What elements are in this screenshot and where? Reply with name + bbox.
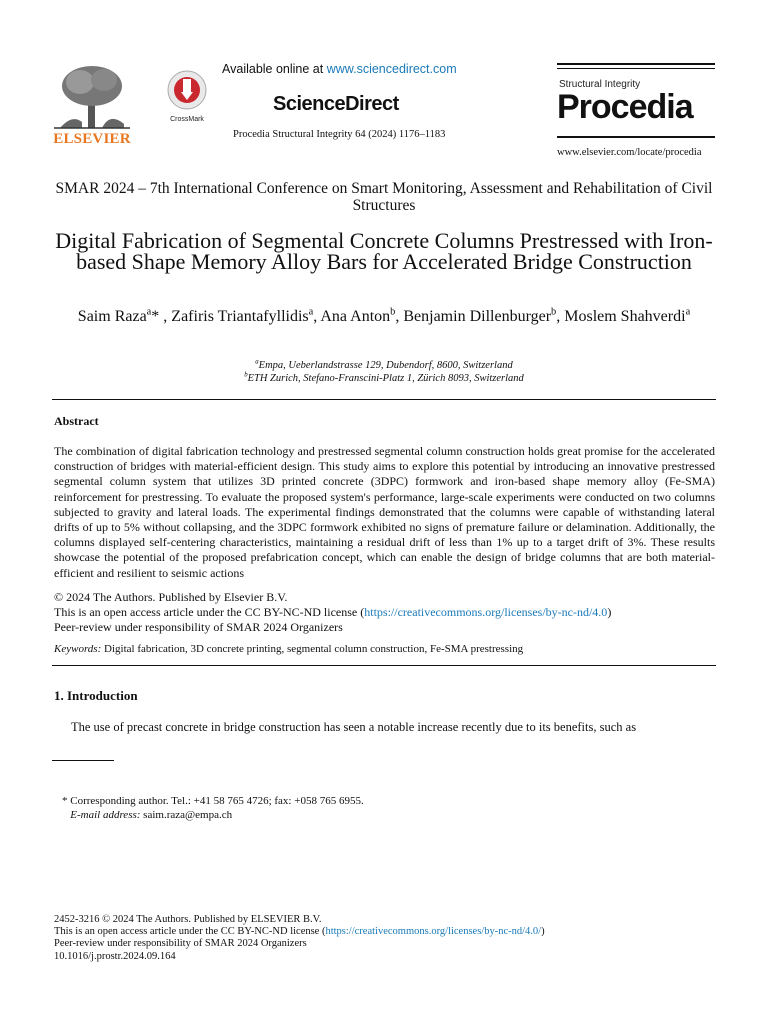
procedia-top-rule [557,63,715,65]
footnote [62,795,364,822]
author-name: Moslem Shahverdi [564,308,686,325]
crossmark-label: CrossMark [170,116,204,123]
footer-peer-review: Peer-review under responsibility of SMAR 2024 Organizers [54,938,307,950]
affil-text: ETH Zurich, Stefano-Franscini-Platz 1, Zürich 8093, Switzerland [247,373,524,384]
author-name: Zafiris Triantafyllidis [171,308,309,325]
journal-url[interactable]: www.elsevier.com/locate/procedia [557,147,702,158]
journal-reference: Procedia Structural Integrity 64 (2024) 1176–1183 [233,129,446,140]
doi-line[interactable]: 10.1016/j.prostr.2024.09.164 [54,950,176,962]
affiliation-line [40,359,728,372]
procedia-top-rule-thin [557,68,715,69]
procedia-bottom-rule [557,136,715,138]
keywords-label: Keywords: [54,643,102,655]
open-access-suffix: ) [607,605,612,619]
procedia-title: Procedia [557,88,693,126]
introduction-heading: 1. Introduction [54,688,138,703]
crossmark-badge[interactable] [165,70,209,123]
footer-open-access [54,926,545,938]
author-name: Benjamin Dillenburger [403,308,552,325]
affil-sup: a [255,358,259,366]
author-list: Saim Raza$^a$* , Zafiris Triantafyllidis$^a$, Ana Anton$^b$, Benjamin Dillenburger$^b$, Moslem Shahverdi$^a$ [77,306,691,325]
footnote-rule [52,760,114,761]
keywords-text: Digital fabrication, 3D concrete printing, segmental column construction, Fe-SMA prestressing [104,643,524,655]
crossmark-icon [167,70,207,110]
conference-title: SMAR 2024 – 7th International Conference on Smart Monitoring, Assessment and Rehabilitation of Civil Structures [55,180,713,214]
email-line [62,809,364,823]
open-access-prefix: This is an open access article under the CC BY-NC-ND license ( [54,605,365,619]
keywords [54,643,715,655]
abstract-heading: Abstract [54,414,99,428]
affiliations [40,359,728,385]
page-footer [54,914,545,963]
abstract-top-rule [52,399,716,400]
corresponding-mark: * [151,308,160,325]
author-affil-sup: a [146,306,152,318]
author-name: Saim Raza [77,308,147,325]
author-name: Ana Anton [320,308,391,325]
email-label: E-mail address: [70,808,141,821]
introduction-body: The use of precast concrete in bridge construction has seen a notable increase recently due to its benefits, such as [71,720,637,734]
author-affil-sup: b [390,306,396,318]
keywords-bottom-rule [52,665,716,666]
peer-review-line: Peer-review under responsibility of SMAR 2024 Organizers [54,620,343,634]
abstract-body: The combination of digital fabrication technology and prestressed segmental column construction holds great promise for the accelerated construction of bridges with material-efficient design. This study aims to explore this potential by introducing an innovative prestressed segmental column system that utilizes 3D printed concrete (3DPC) formwork and iron-based shape memory alloy (Fe-SMA) reinforcement for prestressing. To evaluate the proposed system's performance, large-scale experiments were conducted on two columns subjected to gravity and lateral loads. The experimental findings demonstrated that the columns were capable of withstanding lateral drifts of up to 5% without collapsing, and the 3DPC formwork exhibited no signs of premature failure or delamination. Additionally, the columns displayed self-centering characteristics, maintaining a residual drift of less than 1% up to a target drift of 3%. These results showcase the potential of the proposed prefabrication concept, which can enable the design of bridge columns that are both material-efficient and resilient to seismic actions [54,444,715,580]
open-access-line [54,605,715,620]
affiliation-line [40,372,728,385]
available-online [222,62,457,76]
affil-text: Empa, Ueberlandstrasse 129, Dubendorf, 8600, Switzerland [258,360,513,371]
footer-oa-prefix: This is an open access article under the CC BY-NC-ND license ( [54,926,326,938]
paper-title: Digital Fabrication of Segmental Concrete Columns Prestressed with Iron-based Shape Memory Alloy Bars for Accelerated Bridge Construction [55,228,713,274]
available-prefix: Available online at [222,62,327,76]
footer-oa-suffix: ) [541,926,545,938]
author-affil-sup: b [551,306,557,318]
elsevier-wordmark: ELSEVIER [53,131,131,147]
author-affil-sup: a [308,306,314,318]
issn-line: 2452-3216 © 2024 The Authors. Published by ELSEVIER B.V. [54,914,322,925]
affil-sup: b [244,371,248,379]
procedia-subtitle: Structural Integrity [559,79,641,90]
copyright-line: © 2024 The Authors. Published by Elsevier B.V. [54,590,288,604]
corresponding-author: * Corresponding author. Tel.: +41 58 765 4726; fax: +058 765 6955. [62,795,364,807]
sciencedirect-brand: ScienceDirect [273,93,399,115]
footer-license-link[interactable]: https://creativecommons.org/licenses/by-nc-nd/4.0/ [325,926,542,938]
sciencedirect-link[interactable]: www.sciencedirect.com [326,62,457,76]
license-link[interactable]: https://creativecommons.org/licenses/by-nc-nd/4.0 [364,605,608,619]
license-block [54,590,715,635]
email-address[interactable]: saim.raza@empa.ch [143,808,233,821]
author-affil-sup: a [685,306,691,318]
